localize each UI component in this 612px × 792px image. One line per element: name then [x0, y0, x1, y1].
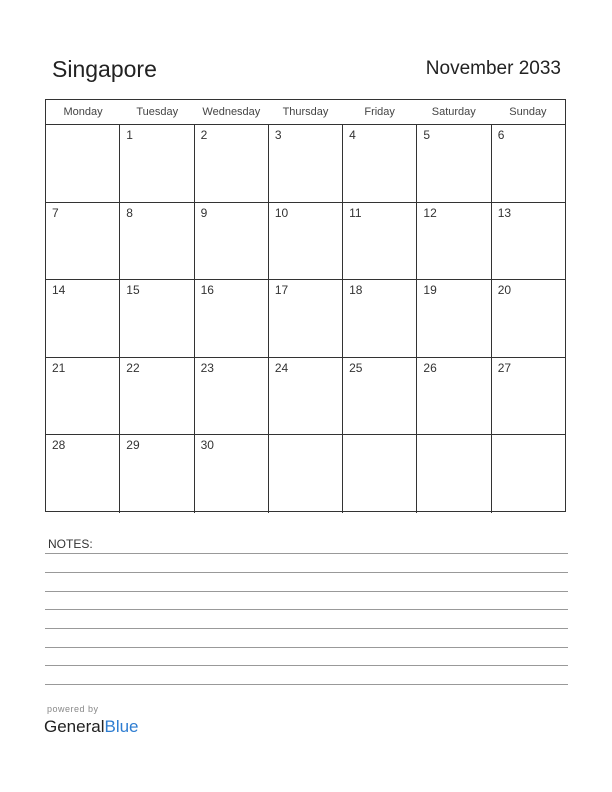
day-number: 23 — [200, 360, 214, 375]
day-number: 3 — [274, 128, 282, 142]
day-cell — [417, 435, 491, 513]
day-number: 10 — [274, 205, 289, 220]
week-row-3 — [46, 280, 565, 358]
day-number: 2 — [200, 128, 208, 142]
day-cell — [120, 280, 194, 357]
day-cell — [343, 280, 417, 357]
day-number: 24 — [274, 360, 289, 375]
day-cell — [120, 203, 194, 280]
logo-general-text: General — [44, 717, 105, 736]
day-number: 17 — [274, 283, 289, 297]
day-cell — [417, 203, 491, 280]
weekday-saturday: Saturday — [431, 106, 476, 118]
day-number: 25 — [349, 360, 363, 375]
day-number: 9 — [200, 205, 208, 220]
day-cell — [417, 280, 491, 357]
day-cell — [492, 125, 565, 202]
day-cell — [417, 125, 491, 202]
day-number: 29 — [126, 438, 140, 452]
day-cell — [195, 435, 269, 513]
weekday-monday: Monday — [63, 106, 103, 118]
day-number: 21 — [52, 360, 66, 375]
week-row-4 — [46, 358, 565, 436]
day-cell — [46, 125, 120, 202]
week-row-2 — [46, 203, 565, 281]
weekday-header-row — [46, 100, 565, 125]
weekday-sunday: Sunday — [509, 106, 547, 118]
notes-label: NOTES: — [48, 537, 93, 551]
generalblue-logo[interactable] — [44, 717, 139, 737]
weekday-thursday: Thursday — [282, 106, 329, 118]
day-number: 12 — [423, 205, 437, 220]
day-cell — [492, 435, 565, 513]
day-cell — [269, 125, 343, 202]
note-line — [45, 572, 568, 573]
day-cell — [343, 358, 417, 435]
day-cell — [492, 358, 565, 435]
day-number: 14 — [52, 283, 66, 297]
powered-by-text: powered by — [47, 704, 99, 714]
calendar-grid — [45, 99, 566, 512]
weekday-tuesday: Tuesday — [136, 106, 179, 118]
logo-blue-text: Blue — [104, 717, 139, 736]
day-cell — [269, 435, 343, 513]
month-year-title: November 2033 — [425, 58, 561, 79]
day-number: 5 — [423, 128, 431, 142]
day-cell — [46, 280, 120, 357]
note-line — [45, 647, 568, 648]
day-number: 7 — [52, 205, 59, 220]
day-number: 19 — [423, 283, 437, 297]
day-cell — [46, 435, 120, 513]
note-line — [45, 609, 568, 610]
country-title: Singapore — [52, 56, 157, 82]
day-number: 26 — [423, 360, 437, 375]
day-cell — [195, 203, 269, 280]
day-cell — [46, 358, 120, 435]
day-cell — [195, 125, 269, 202]
day-number: 1 — [126, 128, 133, 142]
day-cell — [492, 280, 565, 357]
day-cell — [492, 203, 565, 280]
note-line — [45, 591, 568, 592]
day-number: 13 — [497, 205, 512, 220]
day-cell — [195, 280, 269, 357]
day-number: 11 — [349, 205, 362, 220]
note-line — [45, 553, 568, 554]
day-cell — [195, 358, 269, 435]
day-cell — [269, 203, 343, 280]
day-number: 15 — [126, 283, 140, 297]
day-cell — [417, 358, 491, 435]
day-cell — [343, 435, 417, 513]
day-cell — [269, 280, 343, 357]
week-row-1 — [46, 125, 565, 203]
day-number: 18 — [349, 283, 363, 297]
day-number: 16 — [200, 283, 214, 297]
day-cell — [120, 358, 194, 435]
day-cell — [120, 435, 194, 513]
day-number: 22 — [126, 360, 140, 375]
day-number: 6 — [497, 128, 505, 142]
day-cell — [269, 358, 343, 435]
day-cell — [120, 125, 194, 202]
day-number: 30 — [200, 438, 214, 452]
day-number: 27 — [497, 360, 512, 375]
weekday-friday: Friday — [364, 106, 395, 118]
day-cell — [343, 203, 417, 280]
day-number: 4 — [349, 128, 356, 142]
day-cell — [46, 203, 120, 280]
day-number: 8 — [126, 205, 133, 220]
note-line — [45, 665, 568, 666]
day-number: 28 — [52, 438, 66, 452]
week-row-5 — [46, 435, 565, 513]
note-line — [45, 684, 568, 685]
day-number: 20 — [497, 283, 512, 297]
weekday-wednesday: Wednesday — [202, 106, 261, 118]
day-cell — [343, 125, 417, 202]
note-line — [45, 628, 568, 629]
